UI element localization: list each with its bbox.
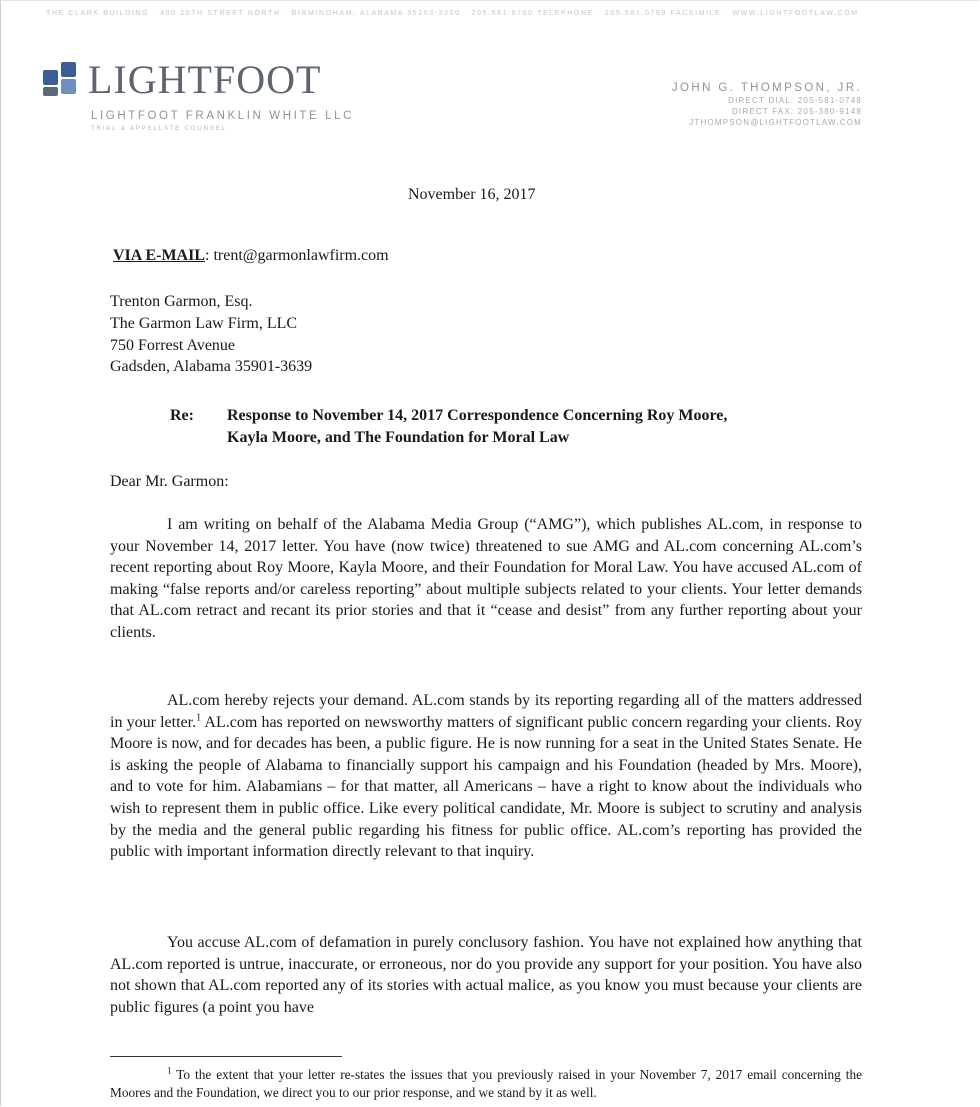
- address-line: Gadsden, Alabama 35901-3639: [110, 358, 313, 376]
- firm-logo-icon: [43, 62, 77, 96]
- re-subject-line: Response to November 14, 2017 Correspondence Concerning Roy Moore,: [227, 407, 728, 424]
- attorney-direct-fax: DIRECT FAX: 205-380-9148: [731, 107, 862, 116]
- logo-square-2: [61, 62, 76, 77]
- paragraph-2-text-a: AL.com hereby rejects your demand. AL.com stands by its reporting regarding all of the matters addressed in your letter.: [110, 692, 862, 731]
- body-paragraph-3: You accuse AL.com of defamation in purely conclusory fashion. You have not explained how anything that AL.com reported is untrue, inaccurate, or erroneous, nor do you provide any support for your position. You have also not shown that AL.com reported any of its stories with actual malice, as you know you must because your clients are public figures (a point you have: [110, 934, 862, 1016]
- footnote-text: To the extent that your letter re-states the issues that you previously raised in your November 7, 2017 email concerning the Moores and the Foundation, we direct you to our prior response, and we stand by it as well.: [110, 1067, 862, 1100]
- firm-logo-text: LIGHTFOOT: [88, 57, 322, 102]
- via-email-line: [113, 247, 389, 265]
- via-email-address[interactable]: trent@garmonlawfirm.com: [213, 247, 389, 264]
- footnote-1: [110, 1066, 862, 1102]
- letterhead-address: THE CLARK BUILDING · 400 20TH STREET NORTH · BIRMINGHAM, ALABAMA 35203-3200 · 205.581.0700 TELEPHONE · 205.581.0799 FACSIMILE · WWW.LIGHTFOOTLAW.COM: [46, 10, 859, 17]
- re-label: Re:: [170, 407, 194, 424]
- recipient-address: [110, 291, 862, 378]
- attorney-block: [672, 82, 862, 127]
- attorney-email: JTHOMPSON@LIGHTFOOTLAW.COM: [689, 118, 862, 127]
- firm-tagline: TRIAL & APPELLATE COUNSEL: [91, 126, 227, 132]
- address-line: Trenton Garmon, Esq.: [110, 293, 253, 310]
- footnote-number: 1: [167, 1065, 172, 1076]
- letter-date: November 16, 2017: [408, 186, 536, 203]
- attorney-name: JOHN G. THOMPSON, JR.: [671, 82, 862, 94]
- re-subject: [227, 405, 867, 449]
- attorney-direct-dial: DIRECT DIAL: 205-581-0748: [728, 96, 862, 105]
- via-label: VIA E-MAIL: [113, 247, 206, 264]
- logo-square-4: [61, 79, 76, 94]
- body-paragraph-2: [110, 690, 862, 863]
- logo-square-3: [43, 87, 58, 96]
- re-subject-line: Kayla Moore, and The Foundation for Moral Law: [227, 429, 570, 446]
- address-line: 750 Forrest Avenue: [110, 336, 236, 354]
- footnote-reference[interactable]: 1: [196, 712, 202, 724]
- footnote-divider: [110, 1056, 342, 1057]
- paragraph-2-text-b: AL.com has reported on newsworthy matters of significant public concern regarding your clients. Roy Moore is now, and for decades has been, a public figure. He is now running for a seat in the United States Senate. He is asking the people of Alabama to financially support his campaign and his Foundation (headed by Mrs. Moore), and to vote for him. Alabamians – for that matter, all Americans – have a right to know about the individuals who wish to represent them in public office. Like every political candidate, Mr. Moore is subject to scrutiny and analysis by the media and the general public regarding his fitness for public office. AL.com’s reporting has provided the public with important information directly relevant to that inquiry.: [110, 713, 862, 861]
- address-line: The Garmon Law Firm, LLC: [110, 314, 298, 332]
- salutation: Dear Mr. Garmon:: [110, 473, 229, 490]
- firm-name: LIGHTFOOT FRANKLIN WHITE LLC: [91, 110, 354, 122]
- body-paragraph-1: I am writing on behalf of the Alabama Media Group (“AMG”), which publishes AL.com, in response to your November 14, 2017 letter. You have (now twice) threatened to sue AMG and AL.com concerning AL.com’s recent reporting about Roy Moore, Kayla Moore, and their Foundation for Moral Law. You have accused AL.com of making “false reports and/or careless reporting” about multiple subjects related to your clients. Your letter demands that AL.com retract and recant its prior stories and that it “cease and desist” from any further reporting about your clients.: [110, 516, 862, 641]
- logo-square-1: [43, 70, 58, 85]
- via-colon: :: [205, 247, 210, 264]
